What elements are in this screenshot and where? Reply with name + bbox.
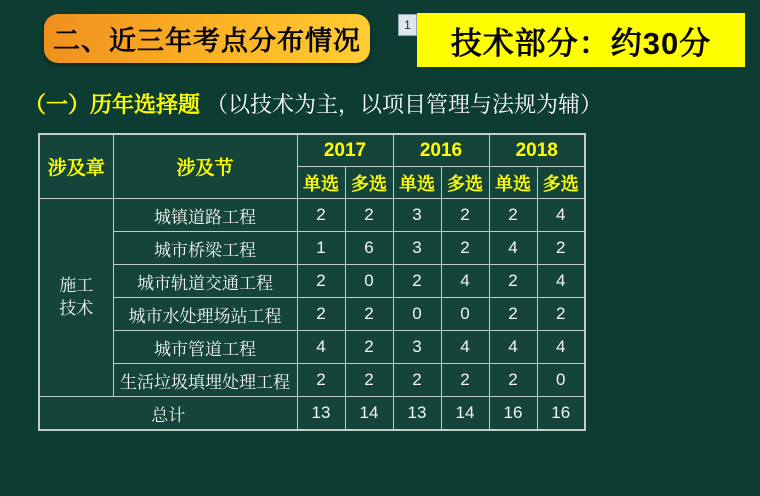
value-cell: 4 [297,331,345,364]
total-value: 14 [441,397,489,431]
value-cell: 4 [489,232,537,265]
value-cell: 2 [489,199,537,232]
value-cell: 2 [297,298,345,331]
col-header-section: 涉及节 [113,134,297,199]
col-header-multi-2018: 多选 [537,167,585,199]
value-cell: 2 [441,199,489,232]
value-cell: 2 [489,265,537,298]
value-cell: 2 [345,331,393,364]
section-name: 城市桥梁工程 [113,232,297,265]
col-header-year-2017: 2017 [297,134,393,167]
total-value: 13 [393,397,441,431]
value-cell: 0 [441,298,489,331]
col-header-chapter: 涉及章 [39,134,113,199]
table-total-row [39,397,585,431]
value-cell: 6 [345,232,393,265]
section-name: 生活垃圾填埋处理工程 [113,364,297,397]
value-cell: 4 [537,199,585,232]
value-cell: 1 [297,232,345,265]
value-cell: 0 [345,265,393,298]
table-row [39,298,585,331]
total-value: 16 [489,397,537,431]
animation-order-tag: 1 [398,14,417,36]
value-cell: 2 [345,199,393,232]
col-header-single-2016: 单选 [393,167,441,199]
table-header-years [39,134,585,167]
value-cell: 2 [297,265,345,298]
total-value: 16 [537,397,585,431]
value-cell: 3 [393,331,441,364]
col-header-multi-2016: 多选 [441,167,489,199]
total-value: 14 [345,397,393,431]
subtitle-highlight: （一）历年选择题 [24,92,201,117]
col-header-single-2018: 单选 [489,167,537,199]
value-cell: 0 [393,298,441,331]
table-row [39,331,585,364]
value-cell: 4 [489,331,537,364]
value-cell: 2 [489,298,537,331]
value-cell: 4 [537,331,585,364]
table-row [39,199,585,232]
value-cell: 2 [393,364,441,397]
col-header-multi-2017: 多选 [345,167,393,199]
table-row [39,265,585,298]
section-name: 城市管道工程 [113,331,297,364]
value-cell: 3 [393,199,441,232]
subtitle-line [24,88,602,119]
value-cell: 0 [537,364,585,397]
exam-distribution-table [38,133,586,431]
value-cell: 3 [393,232,441,265]
score-highlight-box: 技术部分：约30分 [417,13,745,67]
value-cell: 2 [297,364,345,397]
col-header-year-2018: 2018 [489,134,585,167]
section-name: 城镇道路工程 [113,199,297,232]
section-title-badge: 二、近三年考点分布情况 [44,14,370,63]
subtitle-note: （以技术为主，以项目管理与法规为辅） [206,92,603,117]
value-cell: 4 [441,265,489,298]
total-label: 总计 [39,397,297,431]
value-cell: 2 [537,298,585,331]
chapter-line-2: 技术 [59,298,94,318]
table-row [39,232,585,265]
chapter-group-cell [39,199,113,397]
value-cell: 2 [297,199,345,232]
section-name: 城市水处理场站工程 [113,298,297,331]
chapter-line-1: 施工 [59,275,94,295]
table-row [39,364,585,397]
value-cell: 2 [393,265,441,298]
value-cell: 4 [537,265,585,298]
section-name: 城市轨道交通工程 [113,265,297,298]
col-header-single-2017: 单选 [297,167,345,199]
value-cell: 2 [441,232,489,265]
value-cell: 2 [345,364,393,397]
value-cell: 2 [345,298,393,331]
total-value: 13 [297,397,345,431]
value-cell: 2 [441,364,489,397]
value-cell: 4 [441,331,489,364]
col-header-year-2016: 2016 [393,134,489,167]
value-cell: 2 [489,364,537,397]
value-cell: 2 [537,232,585,265]
